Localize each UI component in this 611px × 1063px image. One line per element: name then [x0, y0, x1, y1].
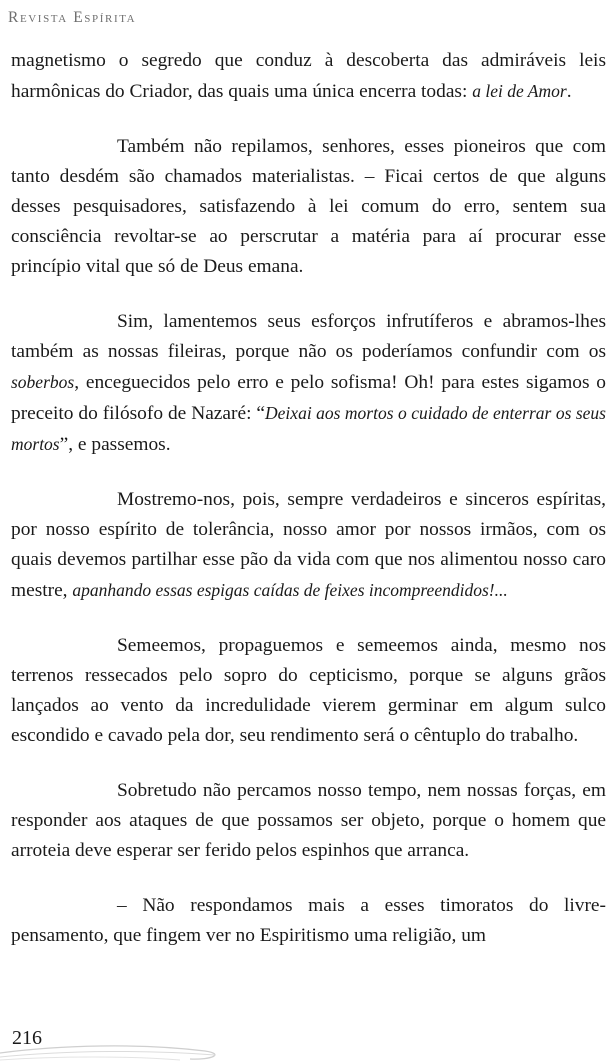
paragraph	[11, 132, 606, 282]
italic-text-run: apanhando essas espigas caídas de feixes incompreendidos!...	[72, 580, 508, 600]
italic-text-run: Deixai aos mortos o cuidado de enterrar os seus mortos	[11, 403, 606, 454]
page-number: 216	[12, 1027, 42, 1049]
text-run: , enceguecidos pelo erro e pelo sofisma! Oh! para estes sigamos o preceito do filósofo de Nazaré: “	[11, 372, 606, 424]
italic-text-run: a lei de Amor	[472, 81, 567, 101]
paragraph	[11, 46, 606, 107]
text-run: – Não respondamos mais a esses timoratos do livre-pensamento, que fingem ver no Espiritismo uma religião, um	[11, 895, 606, 946]
page-body-text	[11, 46, 606, 976]
text-run: ”, e passemos.	[59, 434, 171, 455]
text-run: Sobretudo não percamos nosso tempo, nem nossas forças, em responder aos ataques de que possamos ser objeto, porque o homem que arroteia deve esperar ser ferido pelos espinhos que arranca.	[11, 780, 606, 861]
paragraph	[11, 631, 606, 751]
text-run: Sim, lamentemos seus esforços infrutíferos e abramos-lhes também as nossas fileiras, porque não os poderíamos confundir com os	[11, 311, 606, 362]
text-run: Mostremo-nos, pois, sempre verdadeiros e sinceros espíritas, por nosso espírito de tolerância, nosso amor por nossos irmãos, com os quais devemos partilhar esse pão da vida com que nos alimentou nosso caro mestre,	[11, 489, 606, 601]
running-header: Revista Espírita	[8, 9, 137, 26]
italic-text-run: soberbos	[11, 372, 75, 392]
text-run: .	[566, 81, 572, 102]
paragraph	[11, 307, 606, 460]
paragraph	[11, 776, 606, 866]
paragraph	[11, 891, 606, 951]
text-run: Também não repilamos, senhores, esses pioneiros que com tanto desdém são chamados materialistas. – Ficai certos de que alguns desses pesquisadores, satisfazendo à lei comum do erro, sentem sua consciência revoltar-se ao perscrutar a matéria para aí procurar esse princípio vital que só de Deus emana.	[11, 136, 606, 277]
text-run: magnetismo o segredo que conduz à descoberta das admiráveis leis harmônicas do Criador, das quais uma única encerra todas:	[11, 50, 606, 102]
paragraph	[11, 485, 606, 606]
text-run: Semeemos, propaguemos e semeemos ainda, mesmo nos terrenos ressecados pelo sopro do cepticismo, porque se alguns grãos lançados ao vento da incredulidade vierem germinar em algum sulco escondido e cavado pela dor, seu rendimento será o cêntuplo do trabalho.	[11, 635, 606, 746]
